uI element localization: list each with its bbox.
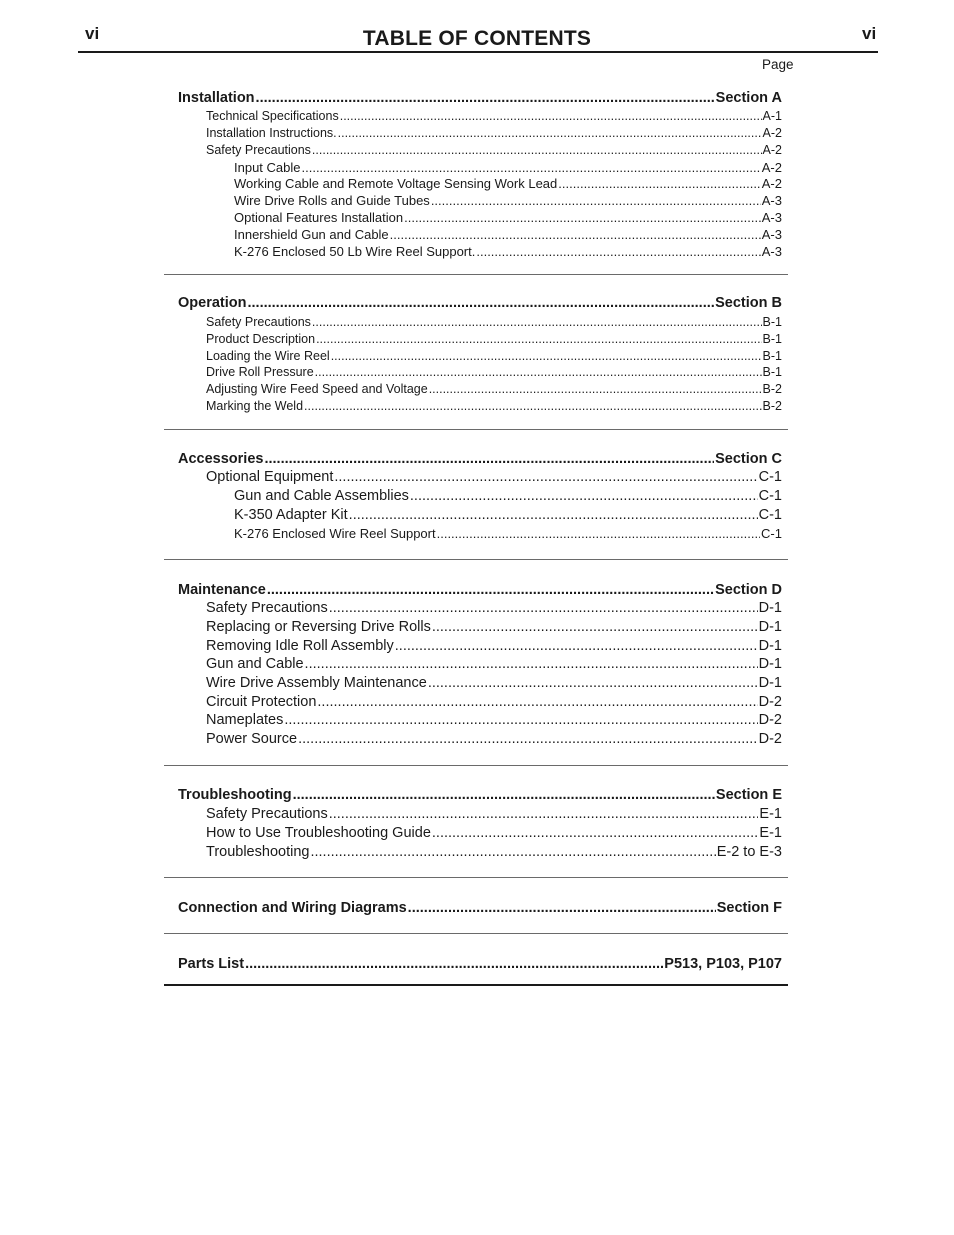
- toc-entry-label: Power Source: [206, 731, 298, 747]
- toc-section-heading: [178, 451, 782, 467]
- toc-entry-page: D-1: [758, 600, 782, 616]
- toc-entry: [206, 600, 782, 616]
- toc-entry-label: Loading the Wire Reel: [206, 349, 330, 363]
- toc-entry: [206, 315, 782, 329]
- toc-entry: [206, 638, 782, 654]
- toc-entry: [206, 143, 782, 157]
- toc-section-heading-page: Section B: [715, 295, 782, 311]
- dot-leader: [395, 638, 758, 654]
- toc-entry: [234, 526, 782, 541]
- toc-entry-label: Product Description: [206, 332, 316, 346]
- toc-entry: [206, 332, 782, 346]
- toc-entry-label: Circuit Protection: [206, 694, 317, 710]
- toc-section-heading-page: Section E: [715, 787, 782, 803]
- toc-section-heading-label: Connection and Wiring Diagrams: [178, 900, 407, 916]
- toc-entry-label: Innershield Gun and Cable: [234, 227, 389, 242]
- toc-entry-page: C-1: [758, 507, 782, 523]
- toc-entry: [206, 399, 782, 413]
- toc-entry: [206, 731, 782, 747]
- dot-leader: [256, 90, 715, 106]
- toc-section-heading: [178, 956, 782, 972]
- toc-section-heading-page: Section F: [716, 900, 782, 916]
- page-column-label: Page: [762, 57, 794, 72]
- toc-entry-label: Working Cable and Remote Voltage Sensing Work Lead: [234, 176, 558, 191]
- dot-leader: [437, 526, 760, 541]
- toc-section-heading-page: Section C: [715, 451, 782, 467]
- toc-entry-page: B-1: [762, 365, 782, 379]
- toc-entry-page: E-1: [759, 825, 782, 841]
- toc-section-heading-label: Troubleshooting: [178, 787, 292, 803]
- dot-leader: [247, 295, 714, 311]
- toc-entry-page: A-2: [761, 176, 782, 191]
- toc-section-heading-label: Operation: [178, 295, 247, 311]
- toc-section-heading: [178, 787, 782, 803]
- toc-entry-page: A-3: [761, 244, 782, 259]
- dot-leader: [338, 126, 762, 140]
- dot-leader: [312, 315, 762, 329]
- toc-entry: [206, 349, 782, 363]
- dot-leader: [390, 227, 761, 242]
- page-number-right: vi: [862, 24, 877, 43]
- toc-entry: [206, 656, 782, 672]
- toc-entry: [206, 712, 782, 728]
- toc-entry-page: A-3: [761, 210, 782, 225]
- toc-entry: [234, 227, 782, 242]
- toc-entry: [234, 160, 782, 175]
- dot-leader: [315, 365, 762, 379]
- dot-leader: [293, 787, 715, 803]
- toc-entry-label: Nameplates: [206, 712, 284, 728]
- toc-entry-page: C-1: [761, 526, 782, 541]
- dot-leader: [558, 176, 760, 191]
- toc-entry: [206, 844, 782, 860]
- toc-section-heading-page: P513, P103, P107: [664, 956, 782, 972]
- toc-entry-page: C-1: [758, 488, 782, 504]
- toc-entry: [206, 382, 782, 396]
- toc-section-heading: [178, 900, 782, 916]
- dot-leader: [304, 399, 762, 413]
- toc-entry-label: Adjusting Wire Feed Speed and Voltage: [206, 382, 428, 396]
- toc-entry-page: E-2 to E-3: [716, 844, 782, 860]
- toc-entry-page: D-1: [758, 675, 782, 691]
- section-divider: [164, 559, 788, 560]
- dot-leader: [305, 656, 758, 672]
- dot-leader: [340, 109, 762, 123]
- toc-entry-label: K-276 Enclosed 50 Lb Wire Reel Support.: [234, 244, 476, 259]
- toc-section-heading-label: Installation: [178, 90, 255, 106]
- toc-entry-page: B-1: [762, 349, 782, 363]
- toc-entry-page: B-2: [762, 399, 782, 413]
- toc-entry-label: Wire Drive Assembly Maintenance: [206, 675, 427, 691]
- dot-leader: [298, 731, 758, 747]
- toc-section-heading: [178, 295, 782, 311]
- toc-entry-label: K-350 Adapter Kit: [234, 507, 348, 523]
- toc-entry-label: Optional Equipment: [206, 469, 334, 485]
- dot-leader: [245, 956, 663, 972]
- toc-entry-label: Troubleshooting: [206, 844, 310, 860]
- dot-leader: [329, 806, 759, 822]
- toc-entry-page: D-1: [758, 619, 782, 635]
- toc-entry: [234, 244, 782, 259]
- section-divider: [164, 274, 788, 275]
- toc-entry: [234, 176, 782, 191]
- dot-leader: [264, 451, 714, 467]
- dot-leader: [329, 600, 758, 616]
- page-title: TABLE OF CONTENTS: [362, 27, 592, 50]
- toc-entry: [206, 109, 782, 123]
- toc-entry: [206, 825, 782, 841]
- toc-entry-label: K-276 Enclosed Wire Reel Support: [234, 526, 436, 541]
- toc-entry: [234, 193, 782, 208]
- dot-leader: [331, 349, 762, 363]
- dot-leader: [317, 694, 757, 710]
- toc-entry-page: D-1: [758, 656, 782, 672]
- toc-entry: [234, 507, 782, 523]
- toc-entry-page: A-2: [762, 126, 782, 140]
- toc-section-heading-label: Accessories: [178, 451, 264, 467]
- toc-entry: [206, 126, 782, 140]
- toc-entry-page: D-2: [758, 731, 782, 747]
- toc-entry-page: D-2: [758, 712, 782, 728]
- section-divider: [164, 429, 788, 430]
- dot-leader: [312, 143, 762, 157]
- toc-entry-label: Technical Specifications: [206, 109, 339, 123]
- toc-entry-label: Drive Roll Pressure: [206, 365, 314, 379]
- toc-section-heading-page: Section A: [715, 90, 782, 106]
- dot-leader: [476, 244, 760, 259]
- toc-entry: [206, 806, 782, 822]
- section-divider: [164, 877, 788, 878]
- toc-entry-page: A-2: [762, 143, 782, 157]
- toc-entry-label: Safety Precautions: [206, 806, 328, 822]
- toc-section-heading: [178, 90, 782, 106]
- dot-leader: [432, 619, 758, 635]
- toc-entry-page: D-1: [758, 638, 782, 654]
- dot-leader: [284, 712, 757, 728]
- toc-entry-label: Safety Precautions: [206, 143, 311, 157]
- toc-entry-page: C-1: [758, 469, 782, 485]
- toc-entry: [234, 210, 782, 225]
- dot-leader: [428, 675, 758, 691]
- toc-section-heading-label: Parts List: [178, 956, 245, 972]
- toc-entry-label: Input Cable: [234, 160, 301, 175]
- toc-entry-page: A-3: [761, 227, 782, 242]
- toc-entry-label: Wire Drive Rolls and Guide Tubes: [234, 193, 430, 208]
- toc-section-heading: [178, 582, 782, 598]
- dot-leader: [302, 160, 761, 175]
- dot-leader: [410, 488, 758, 504]
- dot-leader: [349, 507, 758, 523]
- toc-section-heading-label: Maintenance: [178, 582, 266, 598]
- dot-leader: [429, 382, 762, 396]
- dot-leader: [334, 469, 757, 485]
- toc-entry-label: Gun and Cable: [206, 656, 304, 672]
- toc-entry-page: B-1: [762, 332, 782, 346]
- toc-entry-page: A-3: [761, 193, 782, 208]
- toc-entry-label: Removing Idle Roll Assembly: [206, 638, 394, 654]
- dot-leader: [316, 332, 761, 346]
- dot-leader: [408, 900, 716, 916]
- dot-leader: [267, 582, 714, 598]
- toc-entry-label: Installation Instructions.: [206, 126, 337, 140]
- toc-entry-label: Marking the Weld: [206, 399, 304, 413]
- toc-entry-label: Safety Precautions: [206, 600, 328, 616]
- dot-leader: [310, 844, 715, 860]
- toc-entry: [234, 488, 782, 504]
- toc-section-heading-page: Section D: [715, 582, 782, 598]
- toc-entry: [206, 365, 782, 379]
- toc-entry-page: E-1: [759, 806, 782, 822]
- toc-entry-label: Gun and Cable Assemblies: [234, 488, 409, 504]
- toc-entry: [206, 694, 782, 710]
- toc-entry-label: How to Use Troubleshooting Guide: [206, 825, 431, 841]
- page-number-left: vi: [85, 24, 100, 43]
- dot-leader: [431, 193, 761, 208]
- toc-entry-page: B-1: [762, 315, 782, 329]
- toc-entry-page: D-2: [758, 694, 782, 710]
- toc-entry-page: B-2: [762, 382, 782, 396]
- toc-entry: [206, 675, 782, 691]
- section-divider: [164, 984, 788, 986]
- dot-leader: [404, 210, 761, 225]
- section-divider: [164, 765, 788, 766]
- toc-entry-page: A-2: [761, 160, 782, 175]
- toc-entry-page: A-1: [762, 109, 782, 123]
- section-divider: [164, 933, 788, 934]
- toc-entry-label: Optional Features Installation: [234, 210, 404, 225]
- dot-leader: [432, 825, 759, 841]
- toc-entry-label: Safety Precautions: [206, 315, 311, 329]
- toc-entry: [206, 469, 782, 485]
- toc-entry: [206, 619, 782, 635]
- toc-entry-label: Replacing or Reversing Drive Rolls: [206, 619, 431, 635]
